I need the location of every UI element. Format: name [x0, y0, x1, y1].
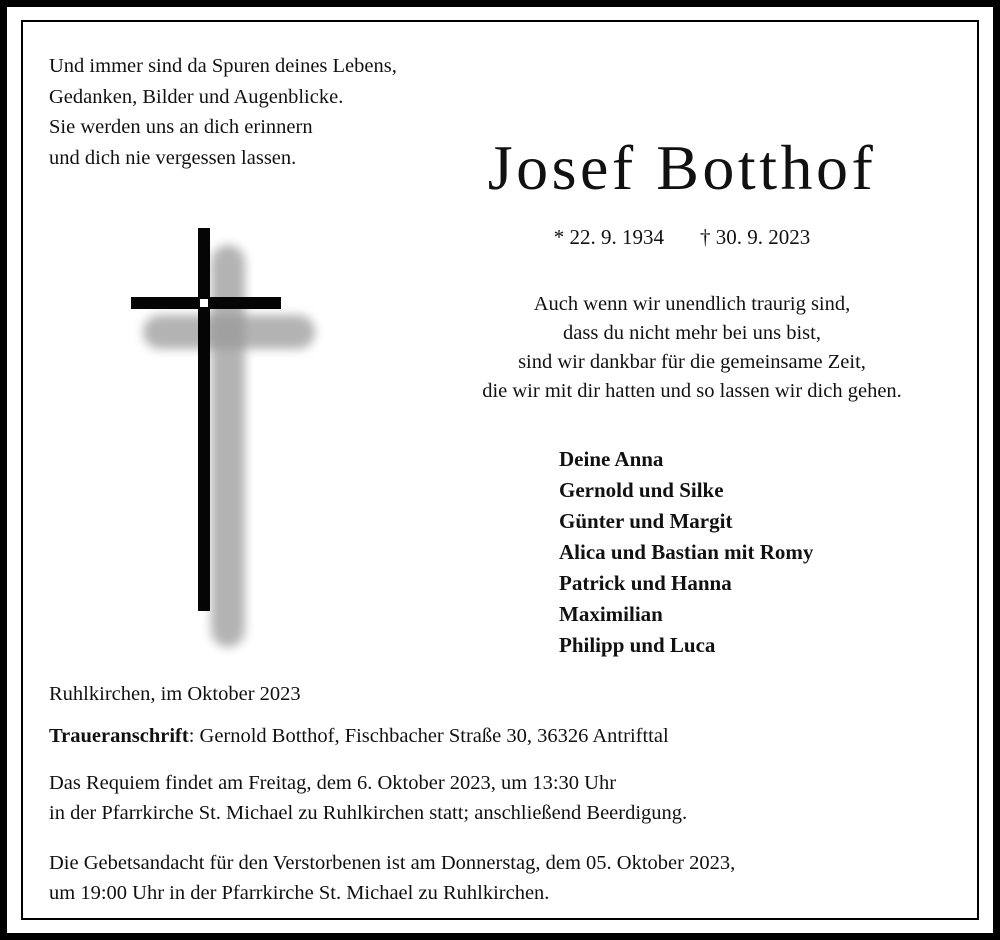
- right-poem-line: sind wir dankbar für die gemeinsame Zeit,: [518, 351, 866, 373]
- family-member: Patrick und Hanna: [559, 571, 732, 595]
- family-member: Günter und Margit: [559, 509, 733, 533]
- right-poem: [377, 290, 1000, 406]
- requiem-line: Das Requiem findet am Freitag, dem 6. Oktober 2023, um 13:30 Uhr: [49, 772, 617, 794]
- address-text: : Gernold Botthof, Fischbacher Straße 30, 36326 Antrifttal: [188, 725, 669, 747]
- family-member: Philipp und Luca: [559, 633, 716, 657]
- top-poem-line: Sie werden uns an dich erinnern: [49, 116, 313, 138]
- birth-date: * 22. 9. 1934: [553, 225, 664, 249]
- top-poem-line: und dich nie vergessen lassen.: [49, 146, 297, 169]
- family-member: Deine Anna: [559, 447, 664, 471]
- address-label: Traueranschrift: [49, 725, 189, 747]
- requiem-notice: [49, 768, 687, 828]
- prayer-service-notice: [49, 848, 735, 908]
- family-list: [559, 444, 813, 661]
- deceased-name: Josef Botthof: [487, 132, 877, 203]
- right-poem-line: dass du nicht mehr bei uns bist,: [563, 322, 821, 344]
- family-member: Maximilian: [559, 602, 663, 626]
- right-poem-line: die wir mit dir hatten und so lassen wir dich gehen.: [482, 380, 902, 402]
- prayer-service-line: Die Gebetsandacht für den Verstorbenen ist am Donnerstag, dem 05. Oktober 2023,: [49, 852, 736, 874]
- top-poem-line: Gedanken, Bilder und Augenblicke.: [49, 85, 344, 108]
- right-poem-line: Auch wenn wir unendlich traurig sind,: [533, 293, 851, 315]
- life-dates: [387, 225, 977, 250]
- death-date: † 30. 9. 2023: [700, 225, 811, 249]
- family-member: Gernold und Silke: [559, 478, 724, 502]
- prayer-service-line: um 19:00 Uhr in der Pfarrkirche St. Michael zu Ruhlkirchen.: [49, 882, 550, 904]
- place-date: Ruhlkirchen, im Oktober 2023: [49, 683, 301, 705]
- mourning-address: [49, 725, 669, 748]
- top-poem-line: Und immer sind da Spuren deines Lebens,: [49, 55, 397, 77]
- top-poem: [49, 51, 397, 173]
- requiem-line: in der Pfarrkirche St. Michael zu Ruhlkirchen statt; anschließend Beerdigung.: [49, 802, 688, 824]
- family-member: Alica und Bastian mit Romy: [559, 540, 814, 564]
